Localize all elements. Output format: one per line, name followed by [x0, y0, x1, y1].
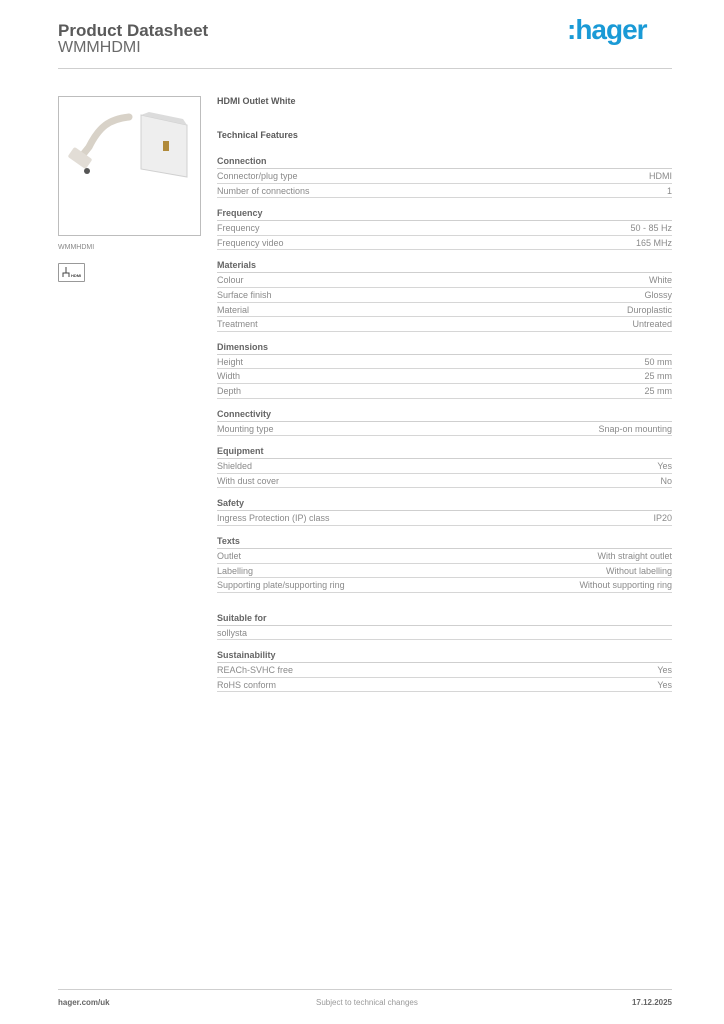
- row-value: 50 - 85 Hz: [630, 223, 672, 234]
- section-dimensions: [217, 341, 672, 399]
- row-value: HDMI: [649, 171, 672, 181]
- section-suitable-for: [217, 612, 672, 641]
- table-row: [217, 317, 672, 332]
- row-value: Yes: [657, 461, 672, 472]
- product-name: HDMI Outlet White: [217, 96, 296, 106]
- section-title: Suitable for: [217, 612, 672, 626]
- table-row: [217, 511, 672, 526]
- row-label: Width: [217, 371, 241, 382]
- table-row: [217, 273, 672, 288]
- table-row: [217, 369, 672, 384]
- row-value: Untreated: [632, 319, 672, 330]
- footer-website[interactable]: hager.com/uk: [58, 998, 110, 1007]
- photo-caption: WMMHDMI: [58, 244, 95, 251]
- row-value: Yes: [657, 679, 672, 690]
- section-equipment: [217, 445, 672, 488]
- technical-heading: Technical Features: [217, 130, 298, 140]
- section-title: Materials: [217, 259, 672, 273]
- hager-logo: :hager: [567, 14, 647, 45]
- row-value: Yes: [657, 665, 672, 676]
- section-connectivity: [217, 408, 672, 437]
- product-image-icon: [59, 97, 200, 235]
- row-value: Without labelling: [605, 565, 672, 576]
- hdmi-connector-icon: [59, 264, 84, 281]
- row-label: Mounting type: [217, 423, 274, 434]
- svg-text:HDMI: HDMI: [71, 273, 82, 278]
- row-label: Labelling: [217, 565, 254, 576]
- row-label: Surface finish: [217, 289, 272, 300]
- table-row: [217, 564, 672, 579]
- table-row: [217, 355, 672, 370]
- row-value: 1: [666, 185, 672, 196]
- section-frequency: [217, 207, 672, 250]
- row-label: Frequency video: [217, 237, 284, 248]
- row-value: Glossy: [644, 289, 672, 300]
- row-label: Treatment: [217, 319, 258, 330]
- table-row: [217, 384, 672, 399]
- table-row: [217, 221, 672, 236]
- technical-features: [217, 96, 672, 701]
- section-texts: [217, 535, 672, 593]
- row-label: Outlet: [217, 550, 242, 561]
- header-product-code: WMMHDMI: [58, 39, 141, 56]
- table-row: [217, 184, 672, 199]
- table-row: [217, 303, 672, 318]
- table-row: [217, 236, 672, 251]
- header-title: Product Datasheet: [58, 21, 209, 40]
- table-row: [217, 422, 672, 437]
- table-row: [217, 549, 672, 564]
- table-row: [217, 626, 672, 641]
- footer-divider: [58, 989, 672, 990]
- table-row: [217, 459, 672, 474]
- row-value: 25 mm: [644, 371, 672, 382]
- hdmi-badge: [58, 263, 85, 282]
- row-value: 165 MHz: [635, 237, 672, 248]
- table-row: [217, 474, 672, 489]
- row-label: Depth: [217, 385, 242, 396]
- footer-notice: Subject to technical changes: [316, 998, 418, 1007]
- row-value: With straight outlet: [597, 550, 672, 561]
- section-connection: [217, 155, 672, 198]
- table-row: [217, 578, 672, 593]
- row-value: Snap-on mounting: [598, 423, 672, 434]
- row-value: IP20: [653, 513, 672, 524]
- row-label: Connector/plug type: [217, 171, 298, 181]
- row-label: Colour: [217, 275, 244, 286]
- table-row: [217, 663, 672, 678]
- row-label: REACh-SVHC free: [217, 665, 294, 676]
- section-title: Dimensions: [217, 341, 672, 355]
- section-title: Sustainability: [217, 649, 672, 663]
- row-label: Material: [217, 304, 250, 315]
- row-value: Duroplastic: [626, 304, 672, 315]
- row-value: 50 mm: [644, 356, 672, 367]
- table-row: [217, 678, 672, 693]
- section-title: Equipment: [217, 445, 672, 459]
- row-label: With dust cover: [217, 475, 280, 486]
- section-materials: [217, 259, 672, 331]
- row-value: Without supporting ring: [579, 580, 672, 591]
- section-title: Connection: [217, 155, 672, 169]
- row-label: Height: [217, 356, 244, 367]
- row-value: 25 mm: [644, 385, 672, 396]
- section-title: Connectivity: [217, 408, 672, 422]
- row-label: RoHS conform: [217, 679, 277, 690]
- header-divider: [58, 68, 672, 69]
- table-row: [217, 169, 672, 184]
- section-title: Safety: [217, 497, 672, 511]
- row-label: Ingress Protection (IP) class: [217, 513, 330, 524]
- footer-date: 17.12.2025: [631, 998, 672, 1007]
- row-label: sollysta: [217, 627, 248, 638]
- section-title: Texts: [217, 535, 672, 549]
- product-photo: [58, 96, 201, 236]
- row-label: Frequency: [217, 223, 260, 234]
- row-value: No: [660, 475, 672, 486]
- row-value: White: [648, 275, 672, 286]
- row-label: Supporting plate/supporting ring: [217, 580, 345, 591]
- section-title: Frequency: [217, 207, 672, 221]
- row-label: Shielded: [217, 461, 253, 472]
- table-row: [217, 288, 672, 303]
- row-label: Number of connections: [217, 185, 310, 196]
- section-safety: [217, 497, 672, 526]
- section-sustainability: [217, 649, 672, 692]
